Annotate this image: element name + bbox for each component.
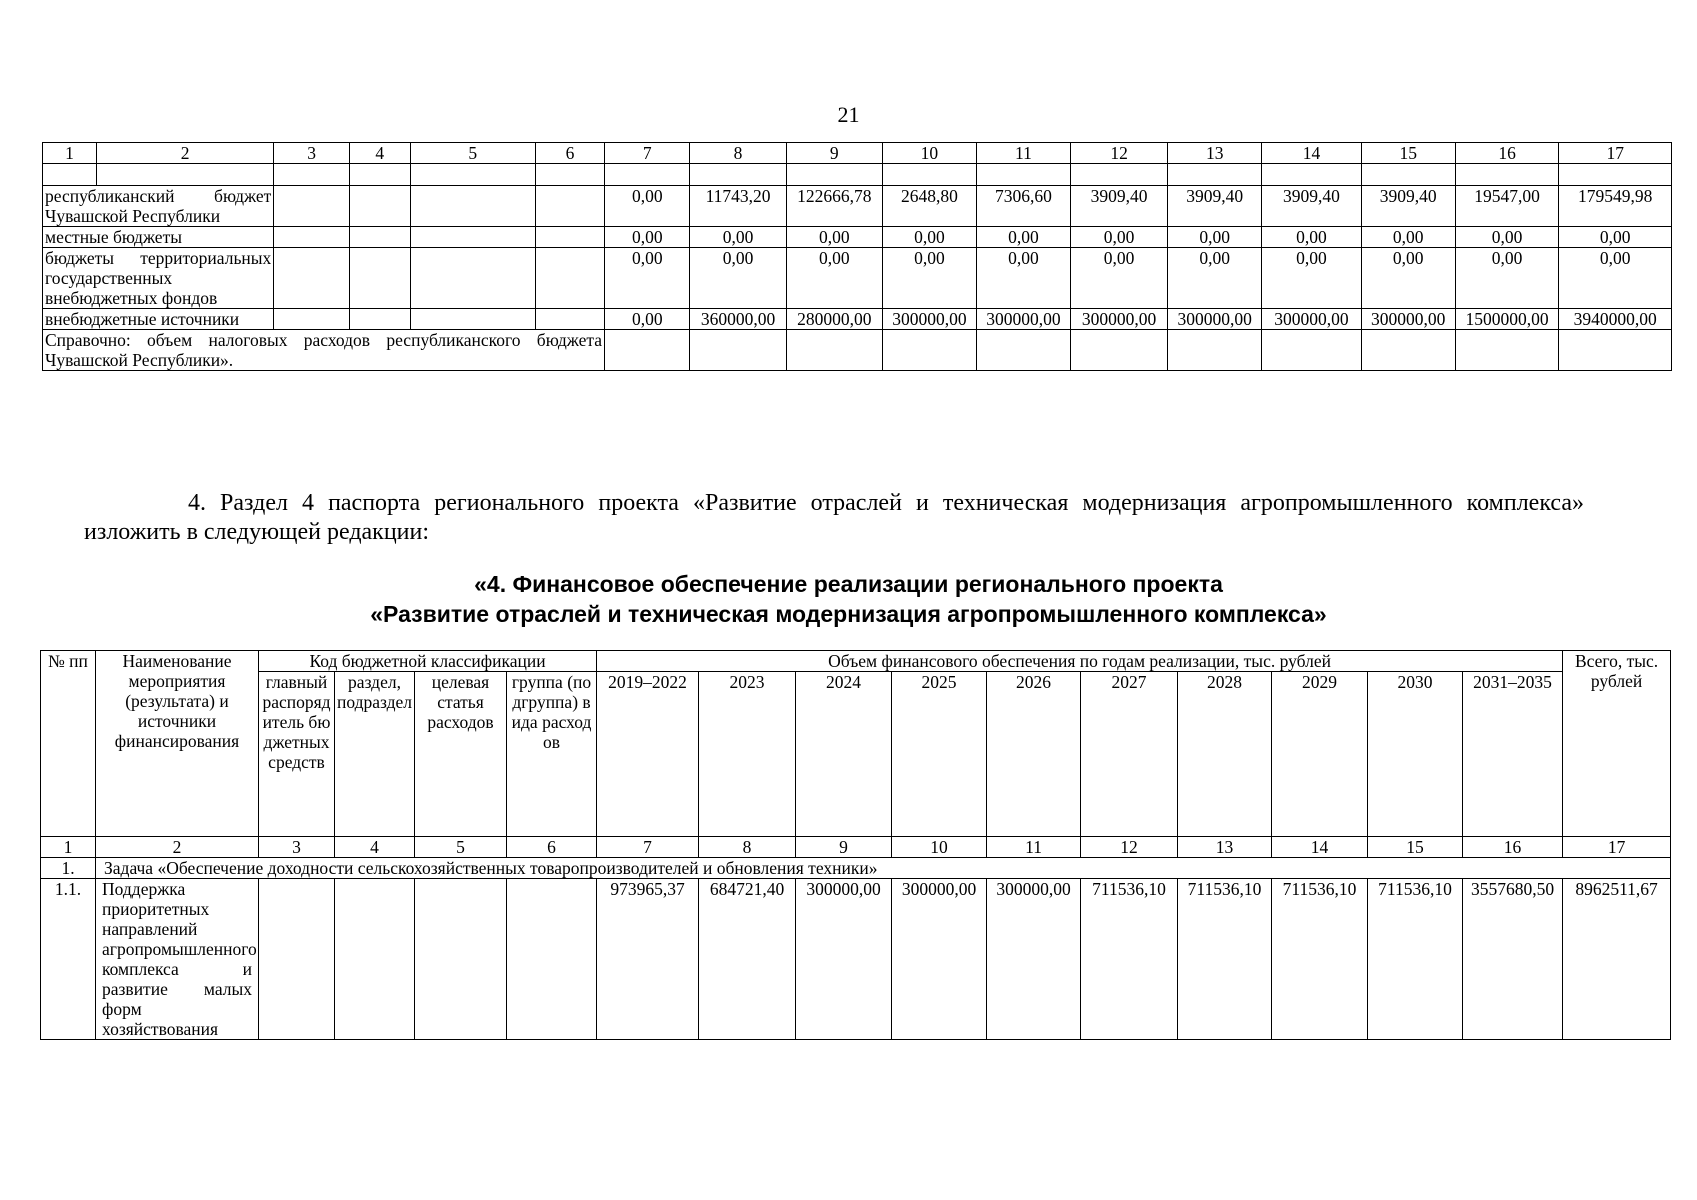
col-num: 13 — [1168, 143, 1262, 164]
value-cell: 300000,00 — [796, 879, 892, 1040]
value-cell: 3909,40 — [1262, 186, 1361, 227]
col-num: 12 — [1070, 143, 1167, 164]
header-year: 2025 — [892, 672, 987, 837]
col-num: 8 — [699, 837, 796, 858]
value-cell: 300000,00 — [1168, 309, 1262, 330]
value-cell: 0,00 — [1262, 227, 1361, 248]
header-kbk: Код бюджетной классификации — [259, 651, 597, 672]
value-cell: 0,00 — [605, 186, 690, 227]
value-cell: 0,00 — [1361, 227, 1455, 248]
value-cell: 300000,00 — [1361, 309, 1455, 330]
section-title-line-1: «4. Финансовое обеспечение реализации регионального проекта — [474, 571, 1223, 597]
value-cell: 0,00 — [690, 227, 786, 248]
col-num: 8 — [690, 143, 786, 164]
value-cell: 0,00 — [786, 227, 882, 248]
col-num: 6 — [535, 143, 604, 164]
value-cell: 684721,40 — [699, 879, 796, 1040]
value-cell: 0,00 — [605, 309, 690, 330]
col-num: 15 — [1361, 143, 1455, 164]
value-cell: 300000,00 — [882, 309, 976, 330]
note-text: Справочно: объем налоговых расходов республиканского бюджета Чувашской Республики». — [43, 330, 605, 371]
row-label: внебюджетные источники — [43, 309, 274, 330]
col-num: 9 — [796, 837, 892, 858]
value-cell: 0,00 — [1559, 248, 1672, 309]
task-number: 1. — [41, 858, 96, 879]
col-num: 12 — [1081, 837, 1178, 858]
row-label: республиканский бюджет Чувашской Республики — [43, 186, 274, 227]
table-row — [41, 879, 1671, 1040]
header-row-2 — [41, 672, 1671, 837]
value-cell: 122666,78 — [786, 186, 882, 227]
value-cell: 3557680,50 — [1463, 879, 1563, 1040]
value-cell: 0,00 — [1455, 248, 1559, 309]
value-cell: 1500000,00 — [1455, 309, 1559, 330]
continuation-table — [42, 142, 1672, 371]
value-cell: 0,00 — [690, 248, 786, 309]
header-kbk-section: раздел, подраздел — [335, 672, 415, 837]
value-cell: 300000,00 — [892, 879, 987, 1040]
value-cell: 0,00 — [1168, 227, 1262, 248]
header-no: № пп — [41, 651, 96, 837]
col-num: 2 — [97, 143, 274, 164]
value-cell: 2648,80 — [882, 186, 976, 227]
value-cell: 0,00 — [882, 248, 976, 309]
col-num: 11 — [976, 143, 1070, 164]
value-cell: 300000,00 — [976, 309, 1070, 330]
table-row — [43, 248, 1672, 309]
header-year: 2019–2022 — [597, 672, 699, 837]
header-year: 2023 — [699, 672, 796, 837]
col-num: 4 — [349, 143, 410, 164]
value-cell: 0,00 — [976, 227, 1070, 248]
header-year: 2030 — [1368, 672, 1463, 837]
col-num: 13 — [1178, 837, 1272, 858]
value-cell: 0,00 — [1559, 227, 1672, 248]
value-cell: 0,00 — [1168, 248, 1262, 309]
col-num: 1 — [43, 143, 97, 164]
col-num: 5 — [410, 143, 535, 164]
table-row — [43, 227, 1672, 248]
value-cell: 7306,60 — [976, 186, 1070, 227]
header-volume: Объем финансового обеспечения по годам реализации, тыс. рублей — [597, 651, 1563, 672]
row-label: местные бюджеты — [43, 227, 274, 248]
header-kbk-group: группа (подгруппа) вида расходов — [507, 672, 597, 837]
value-cell: 360000,00 — [690, 309, 786, 330]
col-num: 11 — [987, 837, 1081, 858]
header-row-1 — [41, 651, 1671, 672]
col-num: 4 — [335, 837, 415, 858]
value-cell: 3909,40 — [1361, 186, 1455, 227]
value-cell: 0,00 — [1070, 248, 1167, 309]
value-cell: 8962511,67 — [1563, 879, 1671, 1040]
value-cell: 179549,98 — [1559, 186, 1672, 227]
value-cell: 300000,00 — [987, 879, 1081, 1040]
value-cell: 0,00 — [1262, 248, 1361, 309]
header-total: Всего, тыс. рублей — [1563, 651, 1671, 837]
value-cell: 0,00 — [882, 227, 976, 248]
value-cell: 19547,00 — [1455, 186, 1559, 227]
col-num: 2 — [96, 837, 259, 858]
value-cell: 973965,37 — [597, 879, 699, 1040]
value-cell: 0,00 — [1361, 248, 1455, 309]
header-year: 2026 — [987, 672, 1081, 837]
value-cell: 3940000,00 — [1559, 309, 1672, 330]
section-title — [0, 569, 1697, 629]
col-num: 7 — [597, 837, 699, 858]
table-row — [43, 309, 1672, 330]
col-num: 17 — [1563, 837, 1671, 858]
column-number-row — [41, 837, 1671, 858]
col-num: 10 — [882, 143, 976, 164]
value-cell: 711536,10 — [1272, 879, 1368, 1040]
col-num: 5 — [415, 837, 507, 858]
header-year: 2027 — [1081, 672, 1178, 837]
section-title-line-2: «Развитие отраслей и техническая модернизация агропромышленного комплекса» — [370, 601, 1327, 627]
col-num: 7 — [605, 143, 690, 164]
body-paragraph: 4. Раздел 4 паспорта регионального проекта «Развитие отраслей и техническая модернизация агропромышленного комплекса» изложить в следующей редакции: — [84, 490, 1584, 545]
column-number-row — [43, 143, 1672, 164]
value-cell: 300000,00 — [1070, 309, 1167, 330]
value-cell: 11743,20 — [690, 186, 786, 227]
header-name: Наименование мероприятия (результата) и источники финансирования — [96, 651, 259, 837]
col-num: 3 — [274, 143, 350, 164]
value-cell: 3909,40 — [1168, 186, 1262, 227]
value-cell: 0,00 — [786, 248, 882, 309]
col-num: 15 — [1368, 837, 1463, 858]
col-num: 3 — [259, 837, 335, 858]
header-year: 2029 — [1272, 672, 1368, 837]
value-cell: 3909,40 — [1070, 186, 1167, 227]
task-text: Задача «Обеспечение доходности сельскохозяйственных товаропроизводителей и обновления техники» — [96, 858, 1671, 879]
value-cell: 300000,00 — [1262, 309, 1361, 330]
value-cell: 0,00 — [605, 227, 690, 248]
value-cell: 0,00 — [1455, 227, 1559, 248]
note-row — [43, 330, 1672, 371]
header-year: 2024 — [796, 672, 892, 837]
value-cell: 0,00 — [976, 248, 1070, 309]
row-name: Поддержка приоритетных направлений агропромышленного комплекса и развитие малых форм хозяйствования — [96, 879, 259, 1040]
task-row — [41, 858, 1671, 879]
col-num: 14 — [1262, 143, 1361, 164]
page-number: 21 — [837, 102, 860, 127]
header-year: 2028 — [1178, 672, 1272, 837]
header-kbk-grbs: главный распорядитель бюджетных средств — [259, 672, 335, 837]
col-num: 9 — [786, 143, 882, 164]
blank-row — [43, 164, 1672, 186]
finance-table — [40, 650, 1671, 1040]
col-num: 14 — [1272, 837, 1368, 858]
header-year: 2031–2035 — [1463, 672, 1563, 837]
col-num: 10 — [892, 837, 987, 858]
row-number: 1.1. — [41, 879, 96, 1040]
value-cell: 0,00 — [605, 248, 690, 309]
value-cell: 711536,10 — [1178, 879, 1272, 1040]
value-cell: 0,00 — [1070, 227, 1167, 248]
col-num: 16 — [1455, 143, 1559, 164]
table-row — [43, 186, 1672, 227]
value-cell: 711536,10 — [1368, 879, 1463, 1040]
col-num: 16 — [1463, 837, 1563, 858]
value-cell: 280000,00 — [786, 309, 882, 330]
col-num: 17 — [1559, 143, 1672, 164]
col-num: 1 — [41, 837, 96, 858]
row-label: бюджеты территориальных государственных внебюджетных фондов — [43, 248, 274, 309]
header-kbk-target: целевая статья расходов — [415, 672, 507, 837]
col-num: 6 — [507, 837, 597, 858]
value-cell: 711536,10 — [1081, 879, 1178, 1040]
